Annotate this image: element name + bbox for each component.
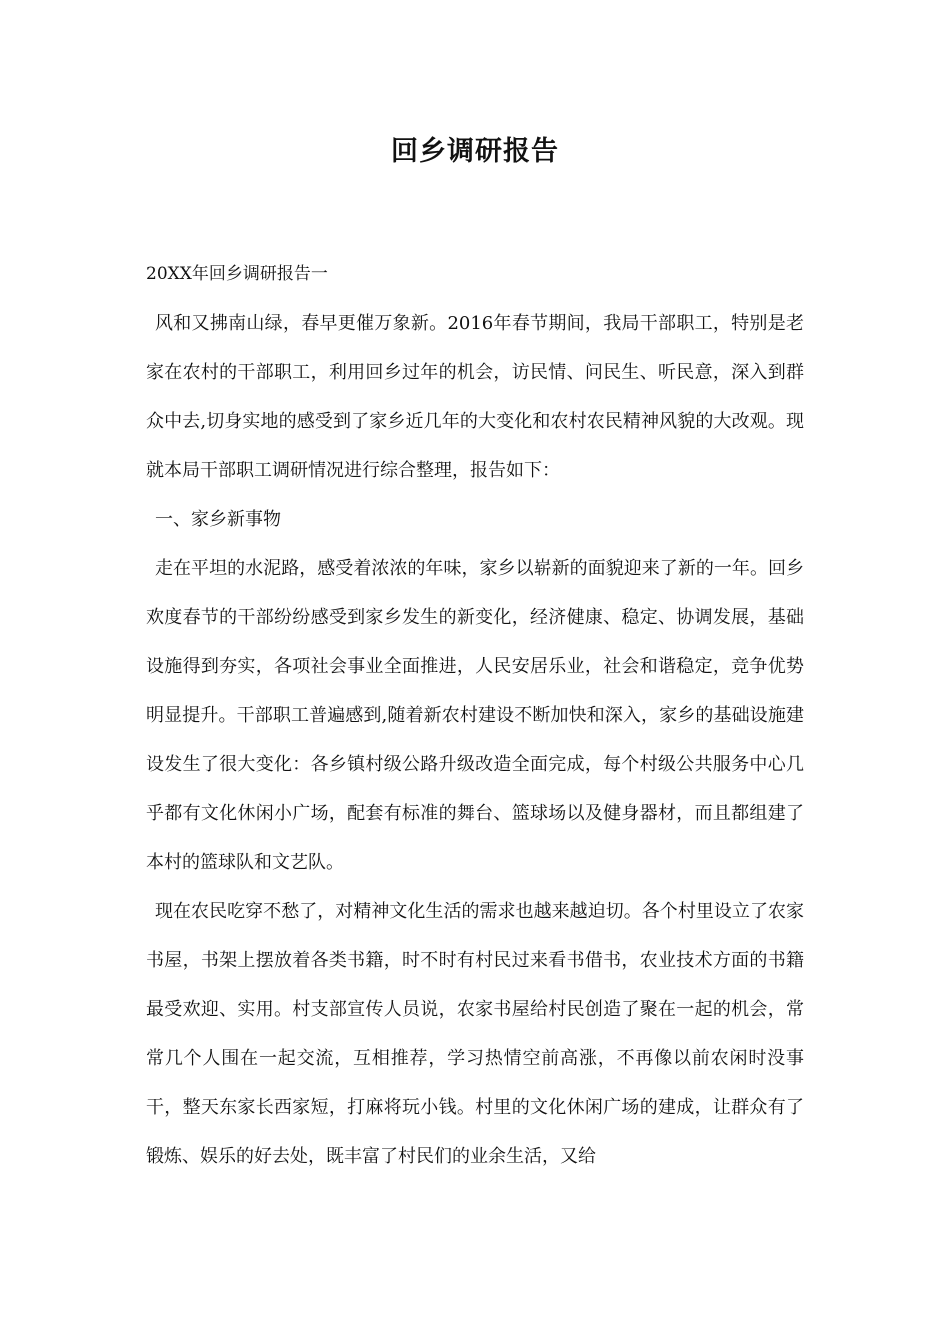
paragraph-culture: 现在农民吃穿不愁了，对精神文化生活的需求也越来越迫切。各个村里设立了农家书屋，书架上摆放着各类书籍，时不时有村民过来看书借书，农业技术方面的书籍最受欢迎、实用。村支部宣传人员说，农家书屋给村民创造了聚在一起的机会，常常几个人围在一起交流，互相推荐，学习热情空前高涨，不再像以前农闲时没事干，整天东家长西家短，打麻将玩小钱。村里的文化休闲广场的建成，让群众有了锻炼、娱乐的好去处，既丰富了村民们的业余生活，又给: [146, 901, 804, 1167]
report-subtitle: 20XX年回乡调研报告一: [146, 264, 328, 284]
document-title: 回乡调研报告: [391, 136, 559, 167]
section-heading: 一、家乡新事物: [155, 509, 281, 530]
paragraph-new-things: 走在平坦的水泥路，感受着浓浓的年味，家乡以崭新的面貌迎来了新的一年。回乡欢度春节的干部纷纷感受到家乡发生的新变化，经济健康、稳定、协调发展，基础设施得到夯实，各项社会事业全面推进，人民安居乐业，社会和谐稳定，竞争优势明显提升。干部职工普遍感到,随着新农村建设不断加快和深入，家乡的基础设施建设发生了很大变化：各乡镇村级公路升级改造全面完成，每个村级公共服务中心几乎都有文化休闲小广场，配套有标准的舞台、篮球场以及健身器材，而且都组建了本村的篮球队和文艺队。: [146, 558, 804, 873]
document-body: [146, 250, 804, 1181]
paragraph-intro: 风和又拂南山绿，春早更催万象新。2016年春节期间，我局干部职工，特别是老家在农村的干部职工，利用回乡过年的机会，访民情、问民生、听民意，深入到群众中去,切身实地的感受到了家乡近几年的大变化和农村农民精神风貌的大改观。现就本局干部职工调研情况进行综合整理，报告如下：: [146, 313, 804, 481]
